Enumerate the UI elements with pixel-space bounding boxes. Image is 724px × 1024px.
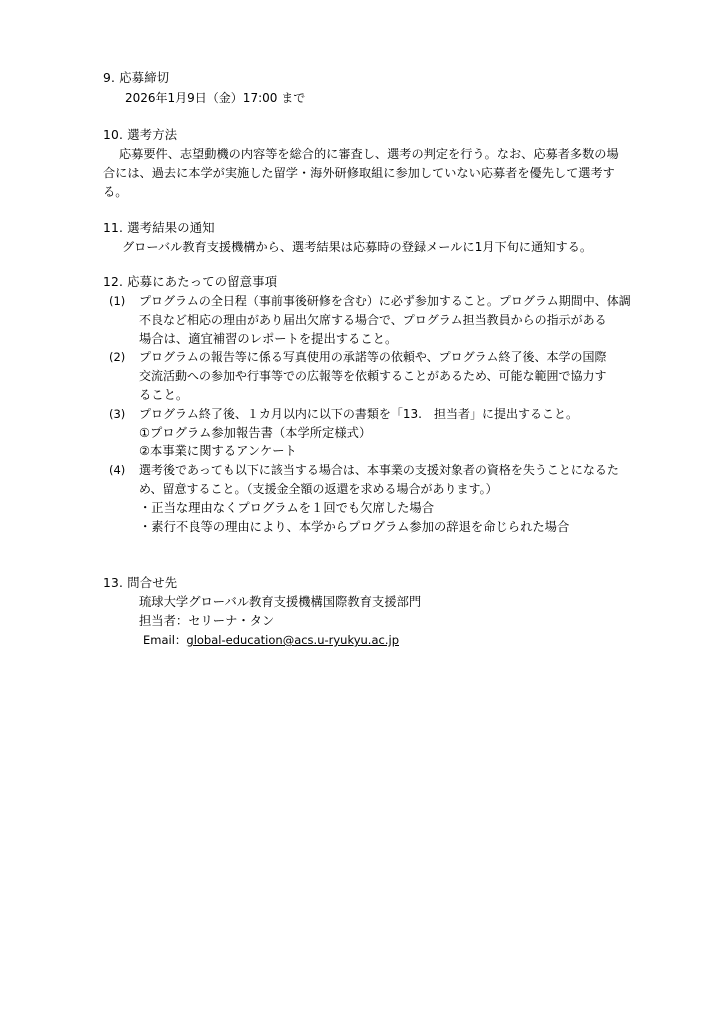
section-13-title: 13. 問合せ先 xyxy=(103,576,178,590)
disqualification-condition-2: ・素行不良等の理由により、本学からプログラム参加の辞退を命じられた場合 xyxy=(139,520,570,534)
note-item-2-line-2: 交流活動への参加や行事等での広報等を依頼することがあるため、可能な範囲で協力す xyxy=(139,369,607,383)
note-item-2-line-3: ること。 xyxy=(139,388,189,402)
disqualification-condition-1: ・正当な理由なくプログラムを１回でも欠席した場合 xyxy=(139,501,435,515)
section-10-title: 10. 選考方法 xyxy=(103,128,178,142)
note-item-1-number: (1) xyxy=(109,294,126,308)
note-item-3-line-1: プログラム終了後、１カ月以内に以下の書類を「13. 担当者」に提出すること。 xyxy=(139,407,578,421)
report-document-item: ①プログラム参加報告書（本学所定様式） xyxy=(139,426,372,440)
contact-person: 担当者：セリーナ・タン xyxy=(139,614,275,628)
note-item-4-number: (4) xyxy=(109,463,126,477)
note-item-1-line-1: プログラムの全日程（事前事後研修を含む）に必ず参加すること。プログラム期間中、体調 xyxy=(139,294,631,308)
result-notice-text: グローバル教育支援機構から、選考結果は応募時の登録メールに1月下旬に通知する。 xyxy=(122,240,593,254)
email-link[interactable]: global-education@acs.u-ryukyu.ac.jp xyxy=(186,633,399,647)
note-item-4-line-2: め、留意すること。（支援金全額の返還を求める場合があります。） xyxy=(139,482,498,496)
survey-document-item: ②本事業に関するアンケート xyxy=(139,444,297,458)
section-9-title: 9. 応募締切 xyxy=(103,71,170,85)
section-12-title: 12. 応募にあたっての留意事項 xyxy=(103,275,278,289)
email-row xyxy=(143,631,399,650)
note-item-1-line-3: 場合は、適宜補習のレポートを提出すること。 xyxy=(139,332,398,346)
contact-office: 琉球大学グローバル教育支援機構国際教育支援部門 xyxy=(139,595,422,609)
note-item-4-line-1: 選考後であっても以下に該当する場合は、本事業の支援対象者の資格を失うことになるた xyxy=(139,463,619,477)
note-item-2-line-1: プログラムの報告等に係る写真使用の承諾等の依頼や、プログラム終了後、本学の国際 xyxy=(139,350,607,364)
selection-method-line-3: る。 xyxy=(103,185,128,199)
selection-method-line-2: 合には、過去に本学が実施した留学・海外研修取組に参加していない応募者を優先して選考す xyxy=(103,166,615,180)
email-label: Email： xyxy=(143,633,187,647)
selection-method-line-1: 応募要件、志望動機の内容等を総合的に審査し、選考の判定を行う。なお、応募者多数の場 xyxy=(119,147,619,161)
deadline-text: 2026年1月9日（金）17:00 まで xyxy=(125,91,306,105)
note-item-3-number: (3) xyxy=(109,407,126,421)
note-item-1-line-2: 不良など相応の理由があり届出欠席する場合で、プログラム担当教員からの指示がある xyxy=(139,313,607,327)
note-item-2-number: (2) xyxy=(109,350,126,364)
section-11-title: 11. 選考結果の通知 xyxy=(103,221,215,235)
